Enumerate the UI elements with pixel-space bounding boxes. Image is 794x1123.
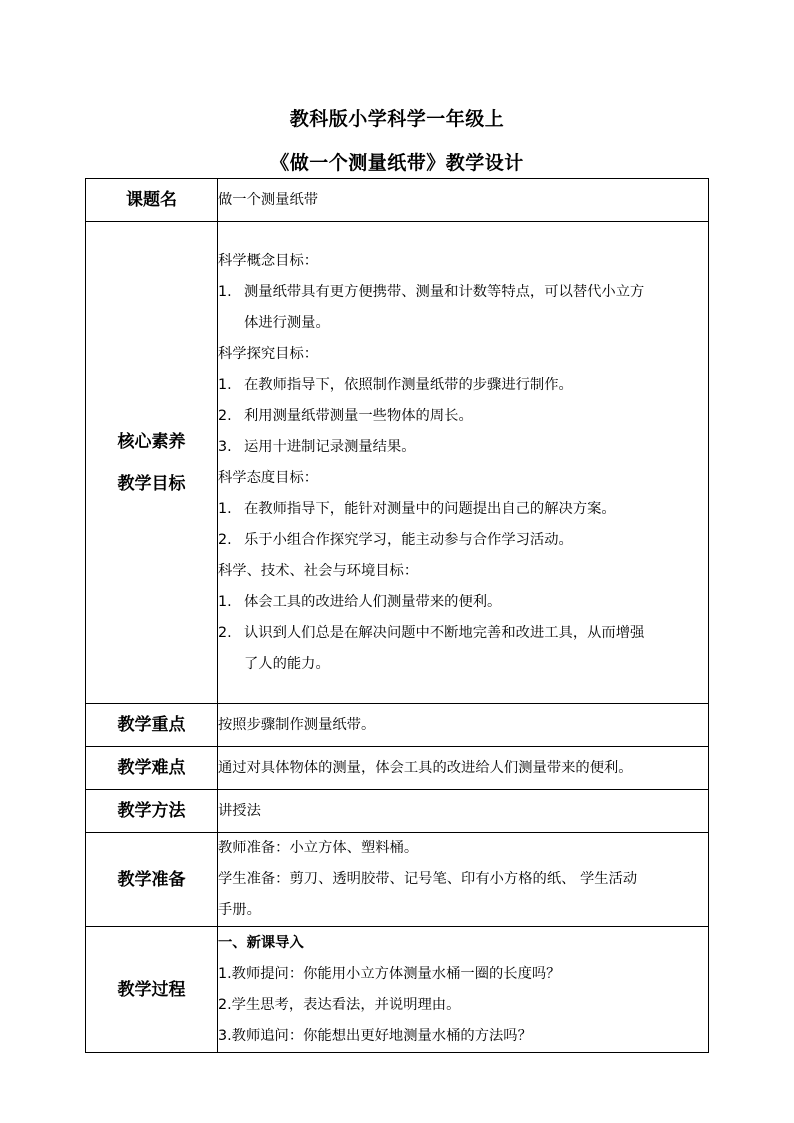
process-step-3-text: 教师追问：你能想出更好地测量水桶的方法吗？ — [231, 1027, 532, 1044]
stse-item-1 — [218, 587, 708, 618]
process-step-1 — [218, 959, 708, 990]
difficulty-label: 教学难点 — [86, 747, 218, 790]
row-preparation — [86, 833, 709, 927]
attitude-item-2-num: 2. — [218, 531, 232, 548]
stse-item-2 — [218, 618, 708, 680]
document-title: 教科版小学科学一年级上 — [289, 108, 505, 130]
process-step-2-text: 学生思考，表达看法，并说明理由。 — [231, 996, 461, 1013]
method-label: 教学方法 — [86, 790, 218, 833]
preparation-student-line1: 学生准备：剪刀、透明胶带、记号笔、印有小方格的纸、 学生活动 — [218, 871, 638, 887]
inquiry-item-2-num: 2. — [218, 407, 232, 424]
stse-item-1-text: 体会工具的改进给人们测量带来的便利。 — [244, 593, 502, 610]
key-point-value: 按照步骤制作测量纸带。 — [218, 704, 709, 747]
attitude-item-2-text: 乐于小组合作探究学习，能主动参与合作学习活动。 — [244, 531, 573, 548]
method-value: 讲授法 — [218, 790, 709, 833]
objectives-label-line1: 核心素养 — [117, 431, 186, 452]
inquiry-item-3-text: 运用十进制记录测量结果。 — [244, 438, 416, 455]
row-topic — [86, 179, 709, 222]
concept-item-1-num: 1. — [218, 283, 232, 300]
stse-item-2-line1: 认识到人们总是在解决问题中不断地完善和改进工具，从而增强 — [244, 624, 645, 641]
row-process — [86, 927, 709, 1053]
attitude-item-2 — [218, 525, 708, 556]
row-objectives — [86, 222, 709, 704]
process-step-2-num: 2. — [218, 996, 232, 1013]
process-section-heading: 一、新课导入 — [218, 934, 304, 951]
topic-value: 做一个测量纸带 — [218, 179, 709, 222]
process-step-2 — [218, 990, 708, 1021]
stse-item-2-line2: 了人的能力。 — [244, 655, 330, 672]
row-difficulty — [86, 747, 709, 790]
objectives-label-line2: 教学目标 — [117, 473, 186, 494]
objectives-label — [86, 222, 218, 704]
attitude-item-1-text: 在教师指导下，能针对测量中的问题提出自己的解决方案。 — [244, 500, 616, 517]
attitude-item-1-num: 1. — [218, 500, 232, 517]
inquiry-heading: 科学探究目标： — [218, 345, 319, 362]
preparation-label: 教学准备 — [86, 833, 218, 927]
objectives-content — [218, 222, 709, 704]
preparation-student-line2: 手册。 — [218, 902, 261, 918]
process-label: 教学过程 — [86, 927, 218, 1053]
row-key-point — [86, 704, 709, 747]
inquiry-item-2-text: 利用测量纸带测量一些物体的周长。 — [244, 407, 473, 424]
document-subtitle: 《做一个测量纸带》教学设计 — [270, 152, 524, 174]
lesson-plan-table — [85, 178, 709, 1053]
process-step-1-num: 1. — [218, 965, 232, 982]
concept-item-1-line1: 测量纸带具有更方便携带、测量和计数等特点，可以替代小立方 — [244, 283, 645, 300]
stse-heading: 科学、技术、社会与环境目标： — [218, 562, 419, 579]
process-step-3 — [218, 1021, 708, 1052]
inquiry-item-3 — [218, 432, 708, 463]
inquiry-item-1 — [218, 370, 708, 401]
topic-label: 课题名 — [86, 179, 218, 222]
stse-item-1-num: 1. — [218, 593, 232, 610]
inquiry-item-2 — [218, 401, 708, 432]
inquiry-item-1-text: 在教师指导下，依照制作测量纸带的步骤进行制作。 — [244, 376, 573, 393]
inquiry-item-1-num: 1. — [218, 376, 232, 393]
concept-item-1 — [218, 277, 708, 339]
concept-item-1-line2: 体进行测量。 — [244, 314, 330, 331]
attitude-item-1 — [218, 494, 708, 525]
process-step-3-num: 3. — [218, 1027, 232, 1044]
preparation-teacher: 教师准备：小立方体、塑料桶。 — [218, 840, 419, 856]
attitude-heading: 科学态度目标： — [218, 469, 319, 486]
concept-heading: 科学概念目标： — [218, 252, 319, 269]
process-step-1-text: 教师提问：你能用小立方体测量水桶一圈的长度吗？ — [231, 965, 561, 982]
key-point-label: 教学重点 — [86, 704, 218, 747]
preparation-content — [218, 833, 709, 927]
process-content — [218, 927, 709, 1053]
stse-item-2-num: 2. — [218, 624, 232, 641]
row-method — [86, 790, 709, 833]
difficulty-value: 通过对具体物体的测量，体会工具的改进给人们测量带来的便利。 — [218, 747, 709, 790]
inquiry-item-3-num: 3. — [218, 438, 232, 455]
